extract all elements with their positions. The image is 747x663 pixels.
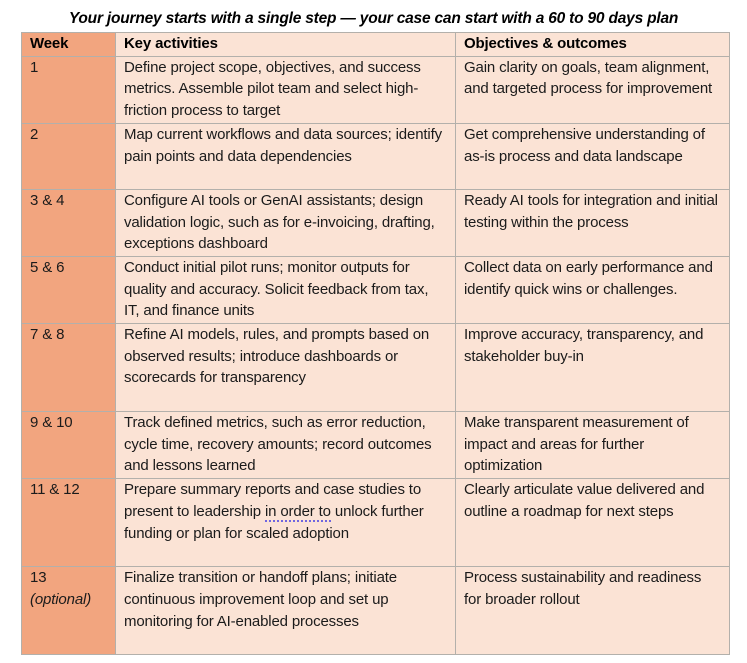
header-key-activities: Key activities — [116, 33, 456, 57]
activities-text: unlock further funding or plan for scaled adoption — [124, 502, 424, 542]
week-optional-note: (optional) — [30, 590, 92, 608]
outcomes-cell: Clearly articulate value delivered and outline a roadmap for next steps — [456, 479, 730, 567]
table-row — [22, 324, 730, 412]
week-number: 13 — [30, 569, 47, 587]
header-week: Week — [22, 33, 116, 57]
activities-cell: Refine AI models, rules, and prompts based on observed results; introduce dashboards or scorecards for transparency — [116, 324, 456, 412]
week-cell — [22, 567, 116, 655]
plan-table — [21, 32, 730, 655]
table-row — [22, 56, 730, 123]
header-row — [22, 33, 730, 57]
table-row — [22, 189, 730, 256]
week-cell: 7 & 8 — [22, 324, 116, 412]
week-cell: 2 — [22, 123, 116, 189]
outcomes-cell: Process sustainability and readiness for broader rollout — [456, 567, 730, 655]
outcomes-cell: Gain clarity on goals, team alignment, and targeted process for improvement — [456, 56, 730, 123]
table-row — [22, 479, 730, 567]
activities-cell — [116, 479, 456, 567]
activities-cell: Finalize transition or handoff plans; initiate continuous improvement loop and set up monitoring for AI-enabled processes — [116, 567, 456, 655]
week-cell: 3 & 4 — [22, 189, 116, 256]
outcomes-cell: Collect data on early performance and identify quick wins or challenges. — [456, 256, 730, 323]
outcomes-cell: Make transparent measurement of impact and areas for further optimization — [456, 412, 730, 479]
page-title: Your journey starts with a single step — your case can start with a 60 to 90 days plan — [68, 10, 679, 27]
table-row — [22, 256, 730, 323]
week-cell: 9 & 10 — [22, 412, 116, 479]
activities-text: Prepare summary reports and case studies to present to leadership — [124, 481, 422, 520]
week-cell: 5 & 6 — [22, 256, 116, 323]
table-row — [22, 567, 730, 655]
outcomes-cell: Improve accuracy, transparency, and stakeholder buy-in — [456, 324, 730, 412]
activities-cell: Configure AI tools or GenAI assistants; design validation logic, such as for e-invoicing, drafting, exceptions dashboard — [116, 189, 456, 256]
header-objectives-outcomes: Objectives & outcomes — [456, 33, 730, 57]
outcomes-cell: Ready AI tools for integration and initial testing within the process — [456, 189, 730, 256]
week-cell: 1 — [22, 56, 116, 123]
table-row — [22, 412, 730, 479]
activities-cell: Track defined metrics, such as error reduction, cycle time, recovery amounts; record outcomes and lessons learned — [116, 412, 456, 479]
activities-cell: Conduct initial pilot runs; monitor outputs for quality and accuracy. Solicit feedback from tax, IT, and finance units — [116, 256, 456, 323]
week-cell: 11 & 12 — [22, 479, 116, 567]
activities-cell: Map current workflows and data sources; identify pain points and data dependencies — [116, 123, 456, 189]
outcomes-cell: Get comprehensive understanding of as-is process and data landscape — [456, 123, 730, 189]
table-row — [22, 123, 730, 189]
style-suggestion-underlined-text: in order to — [264, 502, 331, 520]
activities-cell: Define project scope, objectives, and success metrics. Assemble pilot team and select high-friction process to target — [116, 56, 456, 123]
